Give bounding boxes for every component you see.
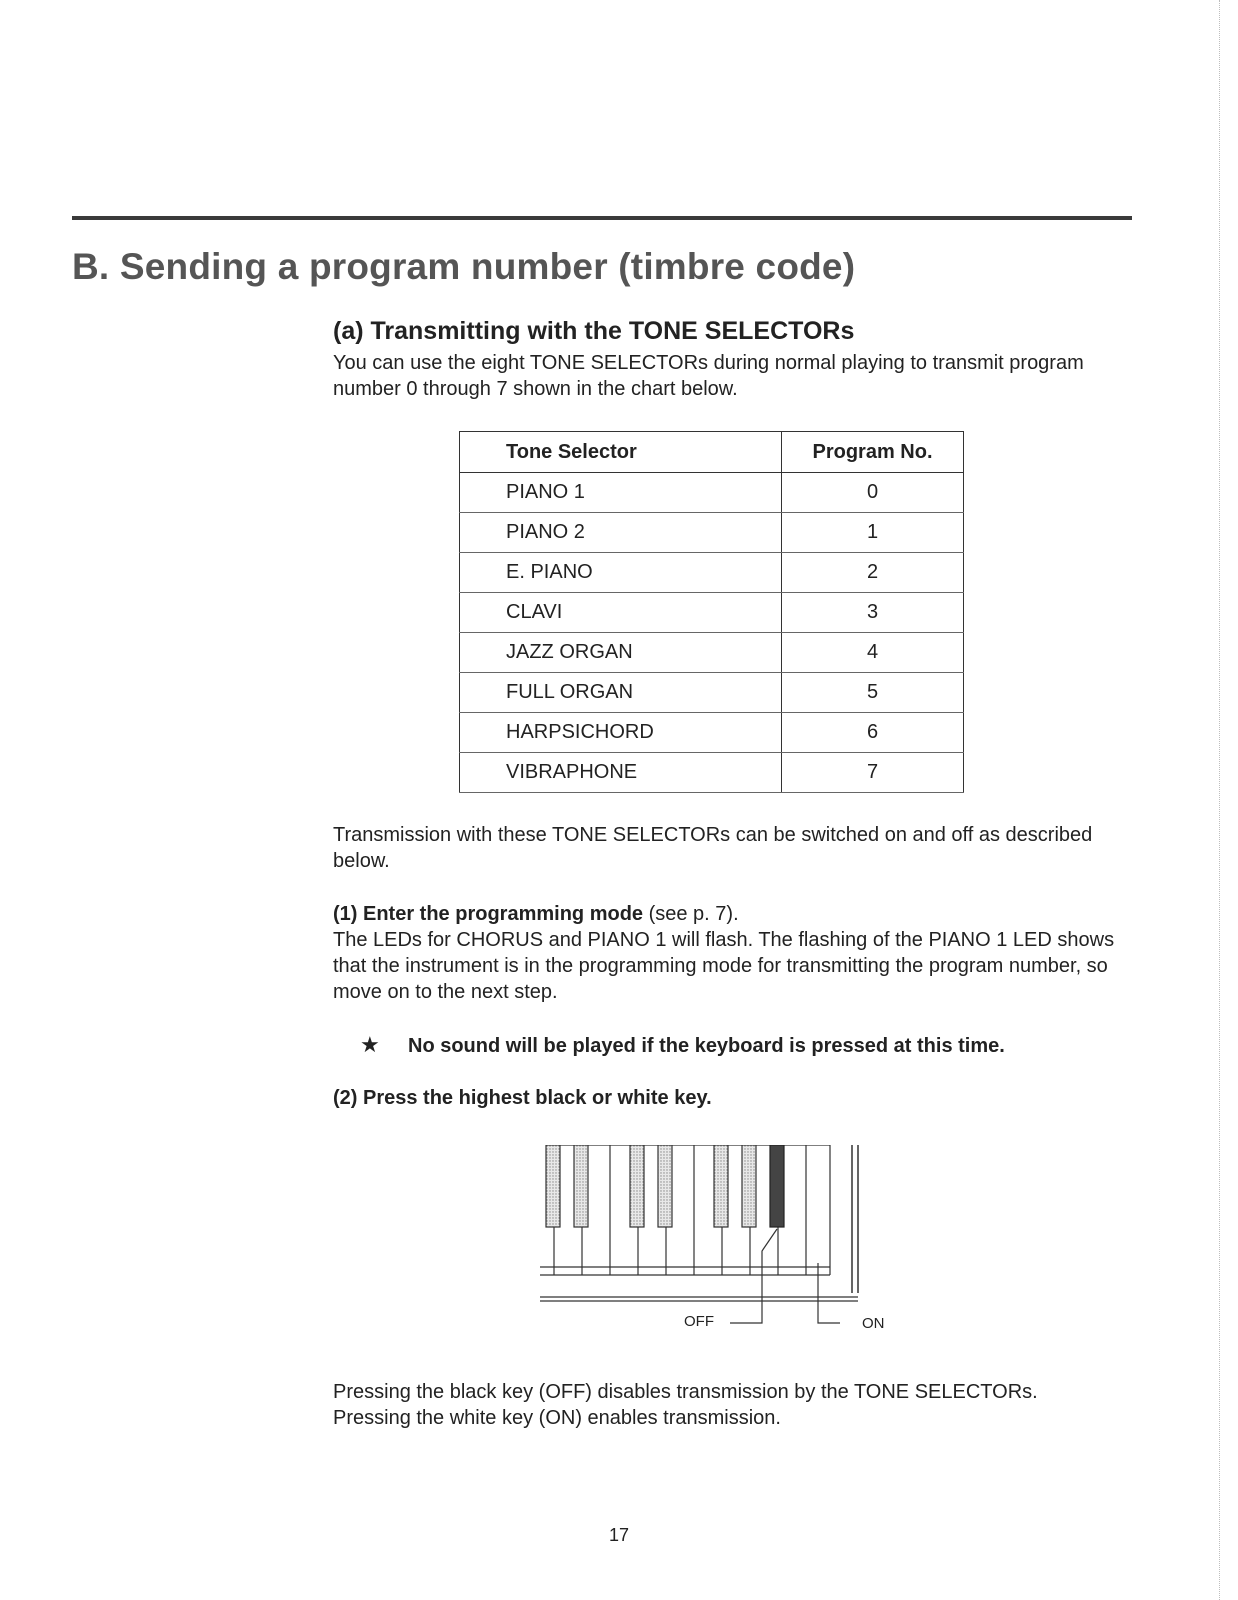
warning-note [360,1032,1005,1058]
step-1-label: (1) Enter the programming mode [333,903,644,925]
table-row [460,713,964,753]
tone-name: HARPSICHORD [460,713,782,753]
step-1-text: The LEDs for CHORUS and PIANO 1 will flash. The flashing of the PIANO 1 LED shows that the instrument is in the programming mode for transmitting the program number, so move on to the next step. [333,929,1115,1003]
table-row [460,513,964,553]
page-number: 17 [608,1525,630,1545]
program-number: 1 [782,513,964,553]
keyboard-illustration [540,1145,900,1345]
tone-selector-table [459,431,964,793]
program-number: 2 [782,553,964,593]
tone-name: PIANO 2 [460,513,782,553]
step-1-label-suffix: (see p. 7). [643,903,739,925]
warning-text: No sound will be played if the keyboard is pressed at this time. [408,1035,1005,1057]
page-edge [1218,0,1220,1600]
tone-name: VIBRAPHONE [460,753,782,793]
tone-name: PIANO 1 [460,473,782,513]
star-icon: ★ [360,1032,380,1057]
step-1-heading [333,901,1133,927]
header-tone-selector: Tone Selector [460,432,782,473]
result-line-2: Pressing the white key (ON) enables transmission. [333,1407,781,1429]
on-label: ON [862,1315,885,1332]
result-line-1: Pressing the black key (OFF) disables transmission by the TONE SELECTORs. [333,1381,1038,1403]
table-row [460,553,964,593]
keyboard-diagram [540,1145,900,1350]
program-number: 6 [782,713,964,753]
section-title: B. Sending a program number (timbre code) [72,246,856,287]
header-program-no: Program No. [782,432,964,473]
program-number: 7 [782,753,964,793]
table-row [460,673,964,713]
step-2: (2) Press the highest black or white key. [333,1087,712,1109]
program-number: 3 [782,593,964,633]
program-number: 5 [782,673,964,713]
tone-name: JAZZ ORGAN [460,633,782,673]
result-paragraph [333,1379,1133,1431]
section-rule [72,216,1132,220]
table-row [460,473,964,513]
table-row [460,593,964,633]
intro-paragraph: You can use the eight TONE SELECTORs during normal playing to transmit program number 0 through 7 shown in the chart below. [333,352,1084,400]
table-row [460,753,964,793]
tone-name: E. PIANO [460,553,782,593]
program-number: 0 [782,473,964,513]
step-1 [333,901,1133,1005]
program-number: 4 [782,633,964,673]
tone-name: CLAVI [460,593,782,633]
off-label: OFF [684,1313,714,1330]
tone-name: FULL ORGAN [460,673,782,713]
table-row [460,633,964,673]
table-header-row [460,432,964,473]
subsection-title: (a) Transmitting with the TONE SELECTORs [333,317,855,345]
switch-note: Transmission with these TONE SELECTORs can be switched on and off as described below. [333,824,1093,872]
